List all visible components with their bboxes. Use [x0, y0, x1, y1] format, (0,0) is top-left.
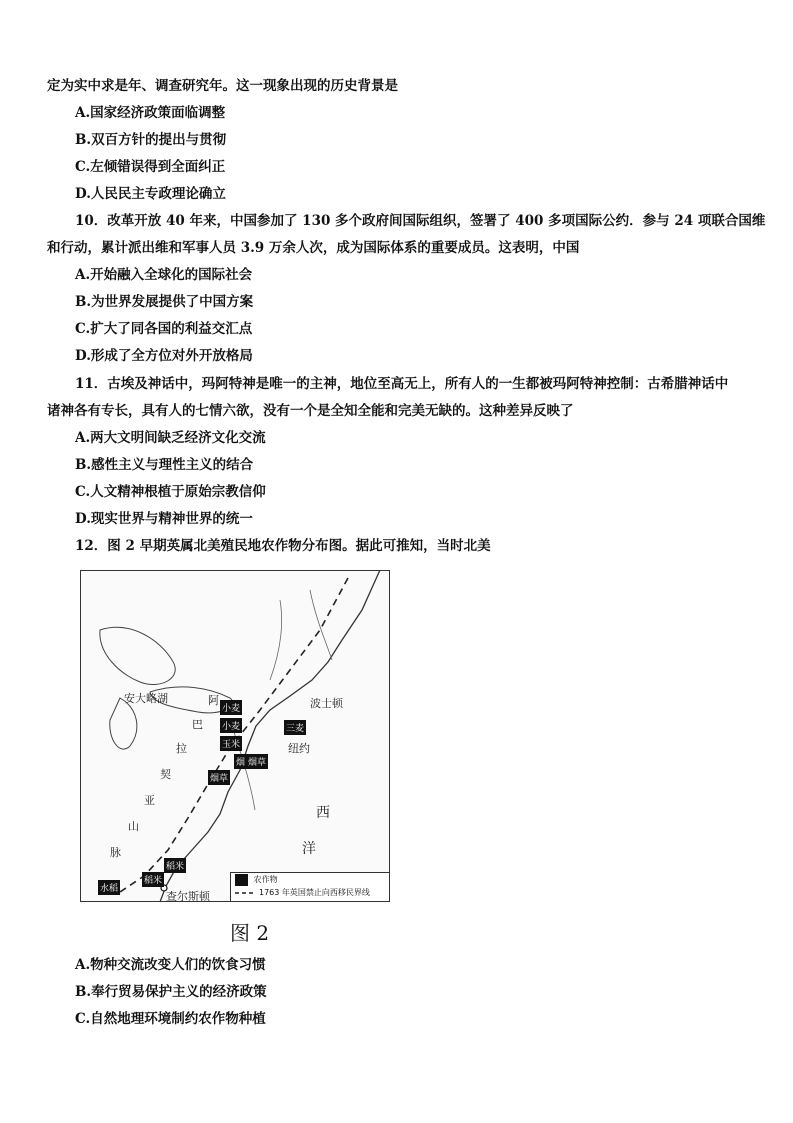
crop-tag-7: 稻米: [142, 872, 164, 887]
q11-option-c[interactable]: C.人文精神根植于原始宗教信仰: [75, 484, 266, 500]
label-newyork: 纽约: [288, 742, 310, 755]
q12-option-b[interactable]: B.奉行贸易保护主义的经济政策: [75, 984, 267, 1000]
q11-stem-line2: 诸神各有专长，具有人的七情六欲，没有一个是全知全能和完美无缺的。这种差异反映了: [47, 403, 574, 419]
q12-stem: 12．图 2 早期英属北美殖民地农作物分布图。据此可推知，当时北美: [75, 538, 491, 554]
label-lake: 安大略湖: [124, 692, 168, 705]
crop-tag-4: 烟草: [208, 770, 230, 785]
label-appalachian-1: 阿: [208, 694, 219, 707]
legend-line-label: 1763 年英国禁止向西移民界线: [259, 888, 370, 897]
q11-option-a[interactable]: A.两大文明间缺乏经济文化交流: [75, 430, 266, 446]
q11-option-b[interactable]: B.感性主义与理性主义的结合: [75, 457, 254, 473]
crop-tag-6: 水稻: [98, 880, 120, 895]
figure-caption: 图 2: [230, 921, 270, 945]
crop-tag-9: 烟: [234, 754, 247, 769]
label-appalachian-3: 拉: [176, 742, 187, 755]
q10-stem-line1: 10．改革开放 40 年来，中国参加了 130 多个政府间国际组织，签署了 400 多项国际公约．参与 24 项联合国维: [75, 213, 766, 229]
q12-option-c[interactable]: C.自然地理环境制约农作物种植: [75, 1011, 266, 1027]
q10-stem-line2: 和行动，累计派出维和军事人员 3.9 万余人次，成为国际体系的重要成员。这表明，中国: [47, 240, 580, 256]
river-2: [310, 590, 332, 660]
q9-option-d[interactable]: D.人民民主专政理论确立: [75, 186, 226, 202]
q10-option-b[interactable]: B.为世界发展提供了中国方案: [75, 294, 254, 310]
river-1: [270, 600, 282, 680]
map-legend: [230, 872, 389, 901]
q12-option-a[interactable]: A.物种交流改变人们的饮食习惯: [75, 957, 266, 973]
label-appalachian-2: 巴: [192, 718, 203, 731]
label-atlantic-1: 西: [316, 805, 330, 821]
q9-stem-tail: 定为实中求是年、调查研究年。这一现象出现的历史背景是: [47, 78, 398, 94]
crop-tag-1: 小麦: [220, 718, 242, 733]
q10-option-c[interactable]: C.扩大了同各国的利益交汇点: [75, 321, 253, 337]
legend-row-line: [231, 886, 389, 899]
crop-tag-10: 小麦: [220, 700, 242, 715]
q10-option-a[interactable]: A.开始融入全球化的国际社会: [75, 267, 253, 283]
great-lake-superior: [100, 627, 175, 684]
crop-distribution-map: [80, 570, 392, 904]
q11-option-d[interactable]: D.现实世界与精神世界的统一: [75, 511, 253, 527]
q9-option-c[interactable]: C.左倾错误得到全面纠正: [75, 159, 226, 175]
label-appalachian-6: 山: [128, 820, 139, 833]
label-atlantic-2: 洋: [302, 841, 316, 857]
legend-crop-label: 农作物: [253, 875, 278, 884]
q10-option-d[interactable]: D.形成了全方位对外开放格局: [75, 348, 253, 364]
label-appalachian-7: 脉: [110, 846, 121, 859]
label-boston: 波士顿: [310, 697, 343, 710]
crop-tag-3: 烟草: [246, 754, 268, 769]
legend-crop-swatch: [235, 874, 248, 886]
label-appalachian-5: 亚: [144, 794, 155, 807]
legend-dash-swatch: [235, 890, 253, 896]
q9-option-a[interactable]: A.国家经济政策面临调整: [75, 105, 226, 121]
q9-option-b[interactable]: B.双百方针的提出与贯彻: [75, 132, 227, 148]
crop-tag-5: 稻米: [164, 858, 186, 873]
legend-row-crop: [231, 873, 389, 886]
label-charleston: 查尔斯顿: [166, 890, 210, 903]
label-appalachian-4: 契: [160, 768, 171, 781]
q11-stem-line1: 11．古埃及神话中，玛阿特神是唯一的主神，地位至高无上，所有人的一生都被玛阿特神控制：古希腊神话中: [75, 376, 729, 392]
coastline: [160, 570, 380, 902]
crop-tag-8: 三麦: [284, 720, 306, 735]
crop-tag-2: 玉米: [220, 736, 242, 751]
